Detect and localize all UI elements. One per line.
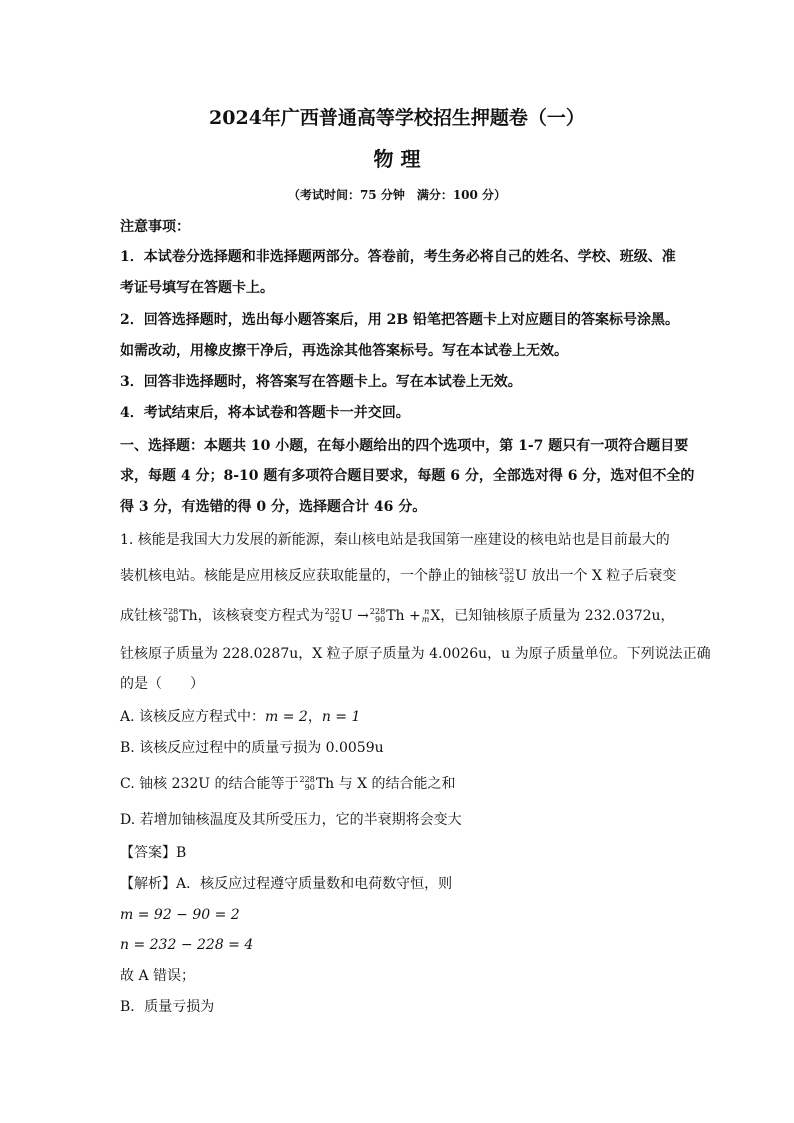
notice-item-1: 1．本试卷分选择题和非选择题两部分。答卷前，考生务必将自己的姓名、学校、班级、准	[120, 249, 676, 265]
answer-label: 【答案】B	[120, 845, 187, 861]
notice-item-4: 4．考试结束后，将本试卷和答题卡一并交回。	[120, 405, 410, 421]
thorium-nuclide-symbol: 228 90	[163, 607, 179, 624]
thorium-nuclide-symbol: 228 90	[299, 775, 315, 792]
section-heading-cont-2: 得 3 分，有选错的得 0 分，选择题合计 46 分。	[120, 499, 427, 515]
page-title: 2024年广西普通高等学校招生押题卷（一）	[209, 107, 585, 129]
stem-text: Th +	[386, 608, 421, 624]
option-a-label: A. 该核反应方程式中：	[120, 709, 266, 725]
equation-m: m = 92 − 90 = 2	[120, 907, 240, 923]
section-heading-cont: 求，每题 4 分；8-10 题有多项符合题目要求，每题 6 分，全部选对得 6 分，选对但不全的	[120, 468, 695, 484]
exam-info: （考试时间：75 分钟 满分：100 分）	[287, 188, 507, 202]
question-1-stem-line-2	[120, 566, 676, 586]
stem-text: U 放出一个 X 粒子后衰变	[515, 568, 677, 584]
analysis-text: 【解析】A．核反应过程遵守质量数和电荷数守恒，则	[120, 876, 453, 892]
subject-title: 物 理	[373, 147, 421, 171]
question-1-stem-line-5: 的是（ ）	[120, 676, 204, 692]
equation-n: n = 232 − 228 = 4	[120, 937, 254, 953]
option-a	[120, 707, 360, 727]
stem-text: 装机核电站。核能是应用核反应获取能量的，一个静止的铀核	[120, 568, 498, 584]
option-a-separator: ，	[307, 709, 322, 725]
notice-item-2-cont: 如需改动，用橡皮擦干净后，再选涂其他答案标号。写在本试卷上无效。	[120, 343, 568, 359]
uranium-nuclide-symbol: 232 92	[499, 567, 515, 584]
notice-item-1-cont: 考证号填写在答题卡上。	[120, 280, 274, 296]
question-1-stem-line-3	[120, 606, 675, 626]
section-heading: 一、选择题：本题共 10 小题，在每小题给出的四个选项中，第 1-7 题只有一项符合题目要	[120, 438, 689, 454]
uranium-nuclide-symbol: 232 92	[324, 607, 340, 624]
option-c-text: Th 与 X 的结合能之和	[315, 776, 456, 792]
question-1-stem: 1. 核能是我国大力发展的新能源，秦山核电站是我国第一座建设的核电站也是目前最大的	[120, 532, 670, 548]
question-1-stem-line-4: 钍核原子质量为 228.0287u，X 粒子原子质量为 4.0026u，u 为原子质量单位。下列说法正确	[120, 646, 711, 662]
option-c	[120, 774, 456, 794]
x-particle-symbol: n m	[421, 607, 430, 624]
notice-item-3: 3．回答非选择题时，将答案写在答题卡上。写在本试卷上无效。	[120, 374, 522, 390]
option-d: D. 若增加铀核温度及其所受压力，它的半衰期将会变大	[120, 812, 462, 828]
option-a-n-equation: n = 1	[321, 709, 361, 725]
option-a-m-equation: m = 2	[265, 709, 308, 725]
stem-text: Th，该核衰变方程式为	[179, 608, 324, 624]
analysis-b: B．质量亏损为	[120, 999, 215, 1015]
option-b: B. 该核反应过程中的质量亏损为 0.0059u	[120, 740, 384, 756]
stem-text: U →	[340, 608, 369, 624]
notice-item-2: 2．回答选择题时，选出每小题答案后，用 2B 铅笔把答题卡上对应题目的答案标号涂黑。	[120, 312, 680, 328]
notice-heading: 注意事项：	[120, 219, 190, 235]
stem-text: 成钍核	[120, 608, 162, 624]
option-c-text: C. 铀核 232U 的结合能等于	[120, 776, 299, 792]
thorium-nuclide-symbol: 228 90	[369, 607, 386, 624]
analysis-conclusion: 故 A 错误；	[120, 968, 196, 984]
stem-text: X，已知铀核原子质量为 232.0372u，	[430, 608, 675, 624]
